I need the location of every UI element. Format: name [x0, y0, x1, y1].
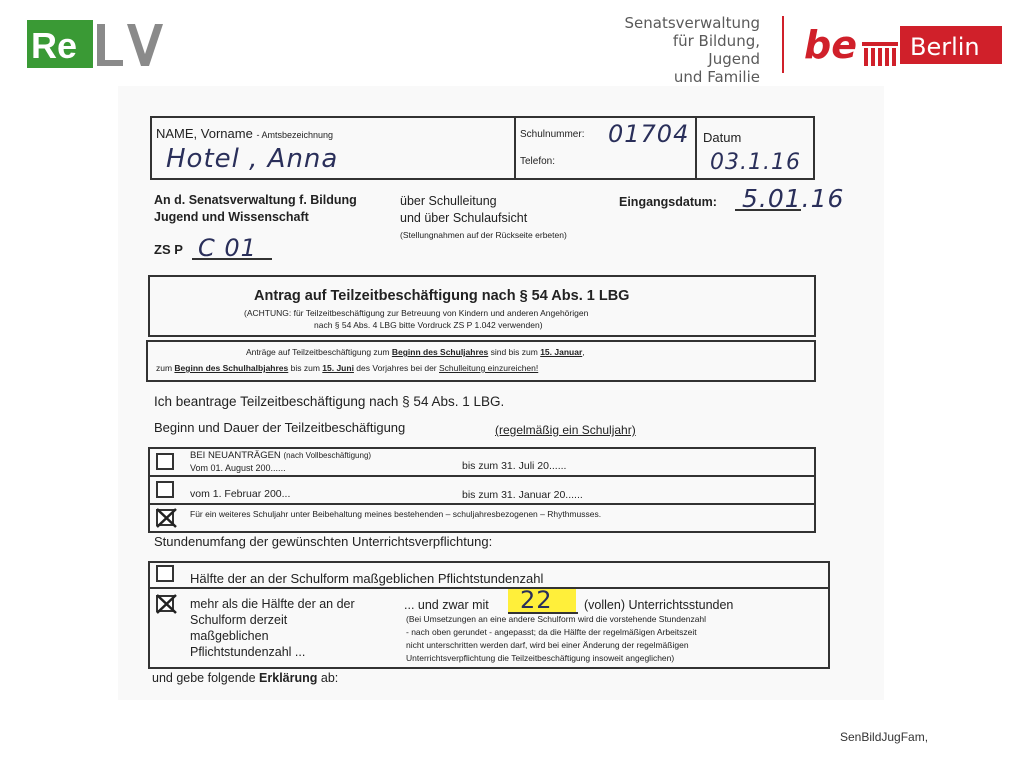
hours-suffix: (vollen) Unterrichtsstunden: [584, 598, 734, 612]
via-line-3: (Stellungnahmen auf der Rückseite erbeten): [400, 230, 567, 240]
deadline-line-1: Anträge auf Teilzeitbeschäftigung zum Beginn des Schuljahres sind bis zum 15. Januar,: [246, 347, 585, 357]
option-new-application-until: bis zum 31. Juli 20......: [462, 460, 567, 472]
option-new-application-from: Vom 01. August 200......: [190, 463, 286, 473]
name-value: Hotel , Anna: [166, 144, 339, 174]
apply-statement: Ich beantrage Teilzeitbeschäftigung nach § 54 Abs. 1 LBG.: [154, 394, 505, 409]
duration-hint: (regelmäßig ein Schuljahr): [495, 423, 636, 437]
header-divider-1: [514, 116, 516, 180]
logo-divider: [782, 16, 784, 73]
berlin-logo: [804, 20, 1004, 70]
option-more-line-3: maßgeblichen: [190, 629, 269, 643]
note-line-3: nicht unterschritten werden darf, wird bei einer Änderung der regelmäßigen: [406, 640, 689, 650]
school-number-value: 01704: [608, 120, 690, 148]
senat-name: Senatsverwaltung für Bildung, Jugend und Familie: [624, 14, 760, 86]
cross-mark-icon: [154, 506, 180, 530]
receipt-date-value: 5.01.16: [742, 184, 845, 213]
option-february-until: bis zum 31. Januar 20......: [462, 489, 583, 501]
february-start-checkbox[interactable]: [156, 481, 174, 498]
reliv-logo: [27, 20, 165, 68]
date-value: 03.1.16: [710, 150, 801, 175]
hours-heading: Stundenumfang der gewünschten Unterrichtsverpflichtung:: [154, 534, 493, 549]
half-hours-checkbox[interactable]: [156, 565, 174, 582]
notice-line-2: nach § 54 Abs. 4 LBG bitte Vordruck ZS P 1.042 verwenden): [314, 320, 543, 330]
option-new-application: BEI NEUANTRÄGEN (nach Vollbeschäftigung): [190, 450, 372, 461]
hours-prefix: ... und zwar mit: [404, 598, 489, 612]
zsp-line: [192, 258, 272, 260]
cross-mark-icon: [154, 592, 180, 616]
footer-source: SenBildJugFam,: [840, 730, 929, 744]
option-half-hours: Hälfte der an der Schulform maßgeblichen Pflichtstundenzahl: [190, 571, 544, 586]
recipient-line-1: An d. Senatsverwaltung f. Bildung: [154, 193, 357, 207]
note-line-2: - nach oben gerundet - angepasst; da die Hälfte der regelmäßigen Arbeitszeit: [406, 627, 697, 637]
name-label: NAME, Vorname - Amtsbezeichnung: [156, 126, 333, 141]
option-more-line-4: Pflichtstundenzahl ...: [190, 645, 306, 659]
duration-row-divider-2: [148, 503, 816, 505]
note-line-4: Unterrichtsverpflichtung die Teilzeitbeschäftigung insoweit angeglichen): [406, 653, 675, 663]
note-line-1: (Bei Umsetzungen an eine andere Schulform wird die vorstehende Stundenzahl: [406, 614, 707, 624]
more-hours-checkbox-checked[interactable]: [156, 595, 174, 612]
zsp-value: C 01: [198, 234, 257, 262]
continuation-checkbox-checked[interactable]: [156, 509, 174, 526]
deadline-line-2: zum Beginn des Schulhalbjahres bis zum 15. Juni des Vorjahres bei der Schulleitung einzureichen!: [156, 363, 539, 373]
recipient-line-2: Jugend und Wissenschaft: [154, 210, 309, 224]
duration-row-divider-1: [148, 475, 816, 477]
svg-text:Berlin: Berlin: [910, 33, 980, 61]
via-line-1: über Schulleitung: [400, 194, 497, 208]
option-more-line-1: mehr als die Hälfte der an der: [190, 597, 355, 611]
header-divider-2: [695, 116, 697, 180]
hours-value: 22: [520, 586, 553, 614]
declaration-line: und gebe folgende Erklärung ab:: [152, 671, 339, 685]
notice-line-1: (ACHTUNG: für Teilzeitbeschäftigung zur Betreuung von Kindern und anderen Angehörigen: [244, 308, 589, 318]
senatsverwaltung-logo: [624, 14, 1010, 86]
option-continuation: Für ein weiteres Schuljahr unter Beibehaltung meines bestehenden – schuljahresbezogenen – Rhythmusses.: [190, 509, 602, 519]
receipt-date-label: Eingangsdatum:: [619, 195, 717, 209]
school-number-label: Schulnummer:: [520, 129, 585, 140]
scanned-form: [118, 86, 884, 700]
option-february-from: vom 1. Februar 200...: [190, 488, 291, 500]
form-title: Antrag auf Teilzeitbeschäftigung nach § 54 Abs. 1 LBG: [254, 288, 630, 304]
zsp-label: ZS P: [154, 242, 183, 257]
date-label: Datum: [703, 130, 742, 145]
duration-heading: Beginn und Dauer der Teilzeitbeschäftigung: [154, 420, 406, 435]
hours-row-divider: [148, 587, 830, 589]
phone-label: Telefon:: [520, 156, 556, 167]
via-line-2: und über Schulaufsicht: [400, 211, 528, 225]
svg-text:be: be: [804, 23, 857, 67]
svg-text:Re: Re: [31, 25, 78, 66]
option-more-line-2: Schulform derzeit: [190, 613, 288, 627]
new-application-checkbox[interactable]: [156, 453, 174, 470]
